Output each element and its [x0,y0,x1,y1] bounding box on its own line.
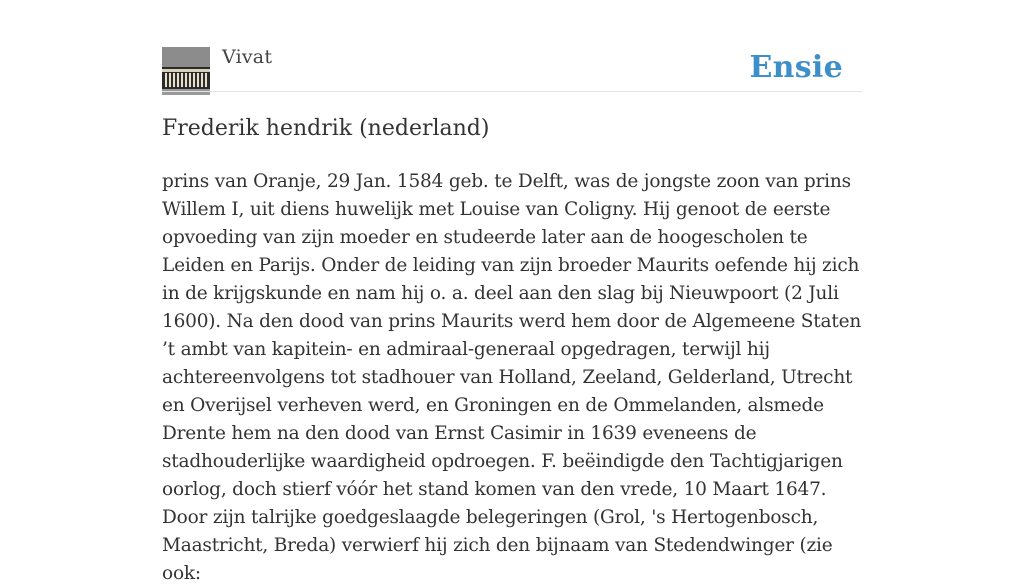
article-body: prins van Oranje, 29 Jan. 1584 geb. te Delft, was de jongste zoon van prins Willem I, uit diens huwelijk met Louise van Coligny. Hij genoot de eerste opvoeding van zijn moeder en studeerde later aan de hoogescholen te Leiden en Parijs. Onder de leiding van zijn broeder Maurits oefende hij zich in de krijgskunde en nam hij o. a. deel aan den slag bij Nieuwpoort (2 Juli 1600). Na den dood van prins Maurits werd hem door de Algemeene Staten ’t ambt van kapitein- en admiraal-generaal opgedragen, terwijl hij achtereenvolgens tot stadhouer van Holland, Zeeland, Gelderland, Utrecht en Overijsel verheven werd, en Groningen en de Ommelanden, alsmede Drente hem na den dood van Ernst Casimir in 1639 eveneens de stadhouderlijke waardigheid opdroegen. F. beëindigde den Tachtigjarigen oorlog, doch stierf vóór het stand komen van den vrede, 10 Maart 1647. Door zijn talrijke goedgeslaagde belegeringen (Grol, 's Hertogenbosch, Maastricht, Breda) verwierf hij zich den bijnaam van Stedendwinger (zie ook: [162,171,862,584]
source-avatar[interactable] [162,47,210,95]
source-name[interactable]: Vivat [222,46,273,68]
book-spines-icon [162,47,210,95]
article-title: Frederik hendrik (nederland) [162,116,490,141]
ensie-logo[interactable]: Ensie [749,50,843,85]
header-divider [162,91,862,92]
